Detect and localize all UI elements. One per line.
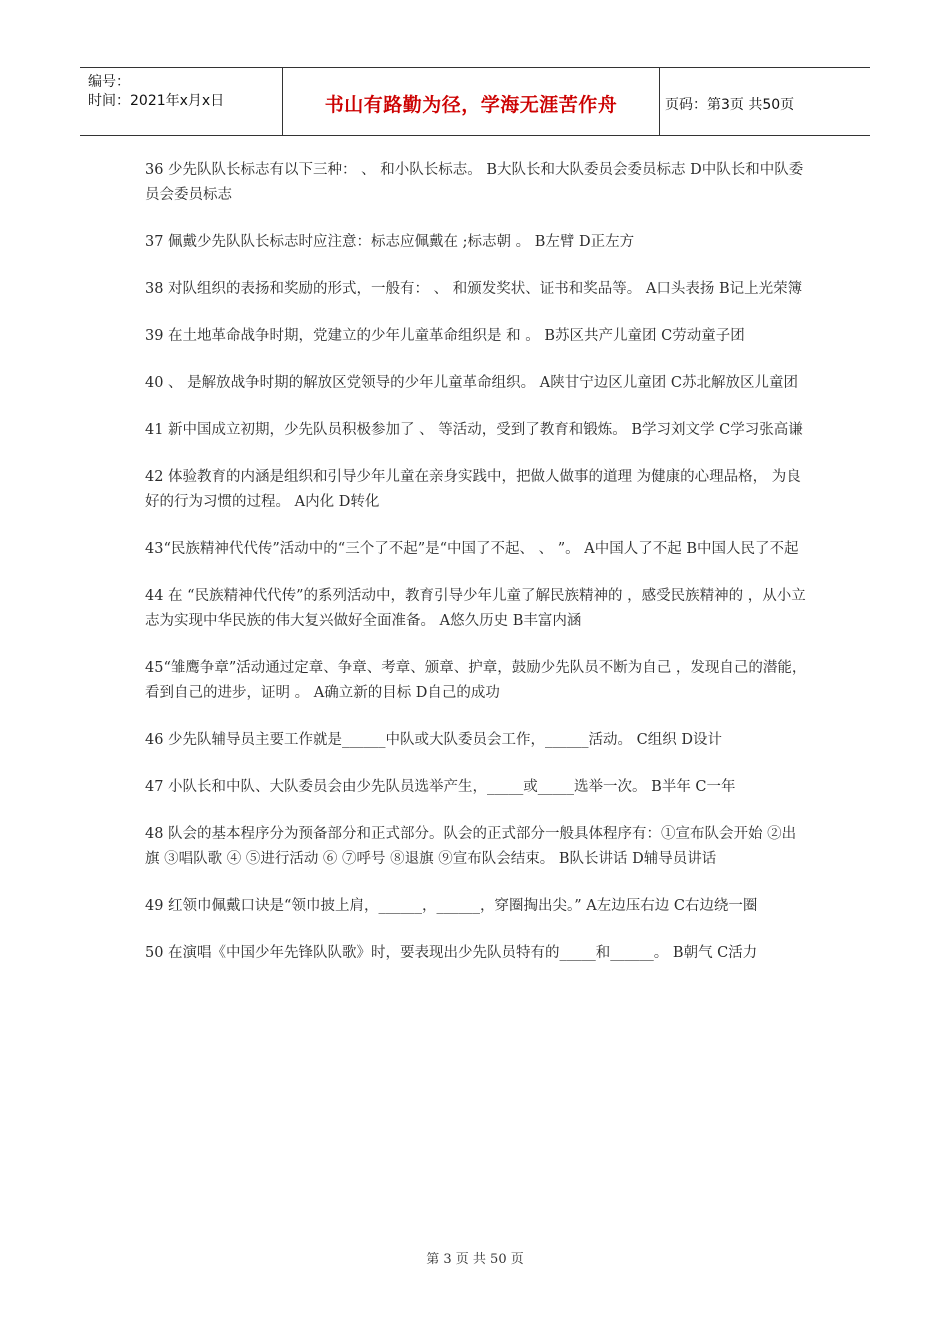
time-label: 时间：2021年x月x日 xyxy=(88,93,225,109)
question-item: 41 新中国成立初期，少先队员积极参加了 、 等活动，受到了教育和锻炼。 B学习刘文学 C学习张高谦 xyxy=(145,422,803,438)
question-item: 40 、 是解放战争时期的解放区党领导的少年儿童革命组织。 A陕甘宁边区儿童团 C苏北解放区儿童团 xyxy=(145,375,798,391)
header-page-info: 页码：第3页 共50页 xyxy=(665,96,795,113)
question-item: 36 少先队队长标志有以下三种： 、 和小队长标志。 B大队长和大队委员会委员标志 D中队长和中队委员会委员标志 xyxy=(145,162,804,203)
question-item: 37 佩戴少先队队长标志时应注意：标志应佩戴在 ;标志朝 。 B左臂 D正左方 xyxy=(145,234,635,250)
question-item: 46 少先队辅导员主要工作就是______中队或大队委员会工作，______活动。 C组织 D设计 xyxy=(145,732,722,748)
question-item: 44 在 “民族精神代代传”的系列活动中，教育引导少年儿童了解民族精神的 ，感受民族精神的 ，从小立志为实现中华民族的伟大复兴做好全面准备。 A悠久历史 B丰富内涵 xyxy=(145,588,806,629)
question-item: 42 体验教育的内涵是组织和引导少年儿童在亲身实践中，把做人做事的道理 为健康的心理品格， 为良好的行为习惯的过程。 A内化 D转化 xyxy=(145,469,801,510)
question-list xyxy=(145,158,810,988)
question-item: 39 在土地革命战争时期，党建立的少年儿童革命组织是 和 。 B苏区共产儿童团 C劳动童子团 xyxy=(145,328,745,344)
question-item: 38 对队组织的表扬和奖励的形式，一般有： 、 和颁发奖状、证书和奖品等。 A口头表扬 B记上光荣簿 xyxy=(145,281,803,297)
question-item: 50 在演唱《中国少年先锋队队歌》时，要表现出少先队员特有的_____和______。 B朝气 C活力 xyxy=(145,945,758,961)
header-meta xyxy=(80,68,282,135)
page-footer: 第 3 页 共 50 页 xyxy=(426,1252,524,1267)
number-label: 编号： xyxy=(88,74,130,90)
question-item: 48 队会的基本程序分为预备部分和正式部分。队会的正式部分一般具体程序有：①宣布队会开始 ②出旗 ③唱队歌 ④ ⑤进行活动 ⑥ ⑦呼号 ⑧退旗 ⑨宣布队会结束。 B队长讲话 D辅导员讲话 xyxy=(145,826,797,867)
page-header xyxy=(80,67,870,136)
question-item: 47 小队长和中队、大队委员会由少先队员选举产生，_____或_____选举一次。 B半年 C一年 xyxy=(145,779,736,795)
question-item: 45“雏鹰争章”活动通过定章、争章、考章、颁章、护章，鼓励少先队员不断为自己 ，发现自己的潜能，看到自己的进步，证明 。 A确立新的目标 D自己的成功 xyxy=(145,660,807,701)
header-motto: 书山有路勤为径，学海无涯苦作舟 xyxy=(282,68,660,135)
question-item: 49 红领巾佩戴口诀是“领巾披上肩，______，______，穿圈掏出尖。” A左边压右边 C右边绕一圈 xyxy=(145,898,758,914)
question-item: 43“民族精神代代传”活动中的“三个了不起”是“中国了不起、 、 ”。 A中国人了不起 B中国人民了不起 xyxy=(145,541,799,557)
